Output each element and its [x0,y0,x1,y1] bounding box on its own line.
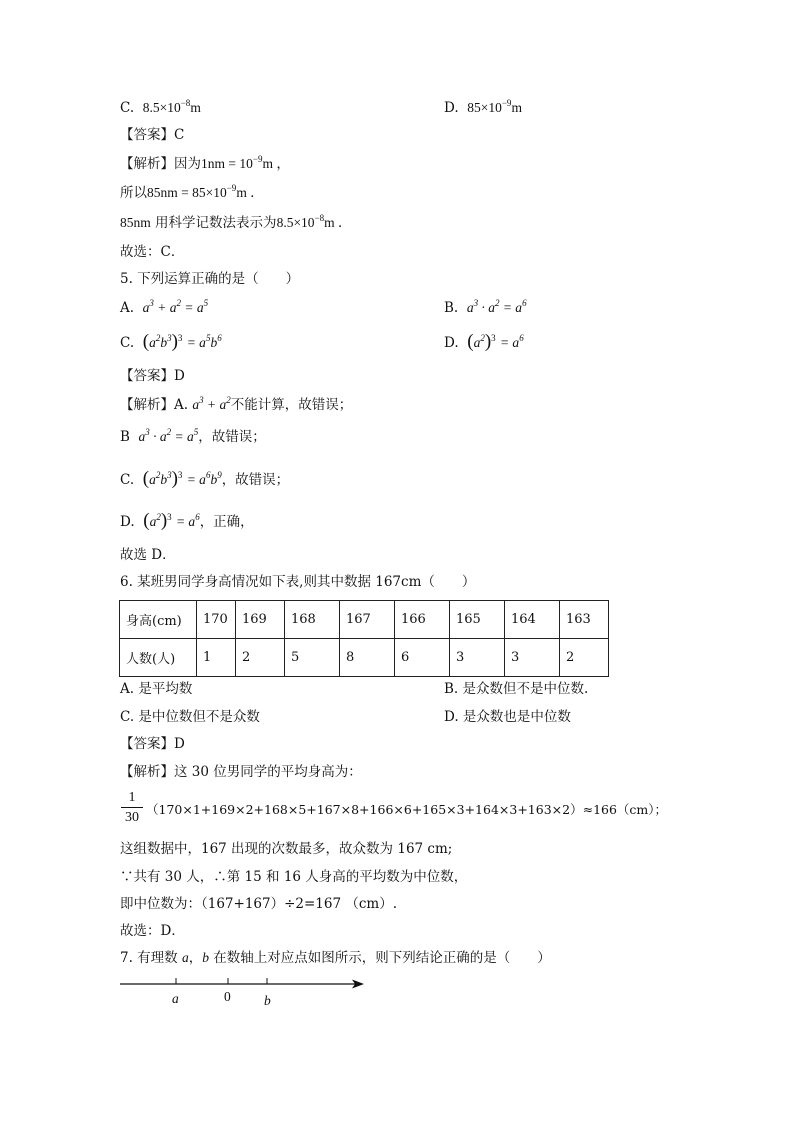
q4-option-d: D. $85\times 10^{-9}m$ [444,97,522,116]
q6-answer: 【答案】D [120,736,185,752]
q5-option-c: C. $(a^2b^3)^3 = a^5b^6$ [120,331,222,352]
table-row [120,601,609,639]
q5-option-d: D. $(a^2)^3 = a^6$ [444,331,524,352]
q4-option-c: C. $8.5\times 10^{-8}m$ [120,97,201,116]
q5-explanation-b: B $a^3 \cdot a^2 = a^5$，故错误； [120,426,266,445]
table-cell: 8 [340,639,395,677]
table-header-height: 身高(cm) [120,601,197,639]
q4-explanation-1: 【解析】因为$1nm = 10^{-9}m$ ， [120,153,290,172]
table-cell: 164 [505,601,560,639]
q6-explanation-4: ∵共有 30 人，∴第 15 和 16 人身高的平均数为中位数， [120,869,468,885]
q6-explanation-5: 即中位数为：（167+167）÷2=167 （cm）. [120,896,398,912]
q4-choose: 故选：C． [120,244,185,260]
table-cell: 165 [450,601,505,639]
number-line-label-b: b [264,993,271,1008]
q4-explanation-2: 所以$85nm = 85\times 10^{-9}m$ ． [120,182,264,201]
q5-explanation-d: D. $(a^2)^3 = a^6$，正确， [120,510,254,531]
q4-explanation-3: 85nm 用科学记数法表示为$8.5\times 10^{-8}m$ ． [120,212,352,231]
q6-choose: 故选：D． [120,923,185,939]
table-cell: 1 [197,639,236,677]
q6-option-c: C. 是中位数但不是众数 [120,709,260,725]
q5-answer: 【答案】D [120,368,185,384]
q6-explanation-2: （170×1+169×2+168×5+167×8+166×6+165×3+164×3+163×2）≈166（cm）； [146,802,668,817]
table-cell: 167 [340,601,395,639]
table-cell: 2 [560,639,609,677]
q6-stem: 6. 某班男同学身高情况如下表,则其中数据 167cm（ ） [120,574,476,590]
q6-explanation-3: 这组数据中，167 出现的次数最多，故众数为 167 cm; [120,841,453,857]
q4-answer: 【答案】C [120,127,185,143]
table-cell: 163 [560,601,609,639]
table-cell: 2 [236,639,285,677]
q6-explanation-1: 【解析】这 30 位男同学的平均身高为： [120,764,362,780]
q5-option-a: A. $a^3 + a^2 = a^5$ [120,297,209,316]
height-table [119,600,609,677]
q6-option-a: A. 是平均数 [120,681,193,697]
q7-stem: 7. 有理数 a，b 在数轴上对应点如图所示，则下列结论正确的是（ ） [120,950,551,966]
table-cell: 168 [285,601,340,639]
number-line-label-0: 0 [224,989,231,1004]
q5-explanation-c: C. $(a^2b^3)^3 = a^6b^9$，故错误； [120,468,290,489]
number-line-label-a: a [172,991,179,1006]
q5-explanation-a: 【解析】A. $a^3 + a^2$不能计算，故错误； [120,394,353,413]
table-header-count: 人数(人) [120,639,197,677]
q5-stem: 5. 下列运算正确的是（ ） [120,271,300,287]
q5-choose: 故选 D． [120,547,176,563]
q6-option-d: D. 是众数也是中位数 [444,709,571,725]
q5-option-b: B. $a^3 \cdot a^2 = a^6$ [444,297,527,316]
table-cell: 3 [505,639,560,677]
table-cell: 6 [395,639,450,677]
table-cell: 170 [197,601,236,639]
table-cell: 3 [450,639,505,677]
table-row [120,639,609,677]
fraction-one-thirtieth: 1 30 [121,789,143,826]
table-cell: 5 [285,639,340,677]
q6-option-b: B. 是众数但不是中位数. [444,681,589,697]
table-cell: 166 [395,601,450,639]
number-line [118,972,378,1012]
table-cell: 169 [236,601,285,639]
